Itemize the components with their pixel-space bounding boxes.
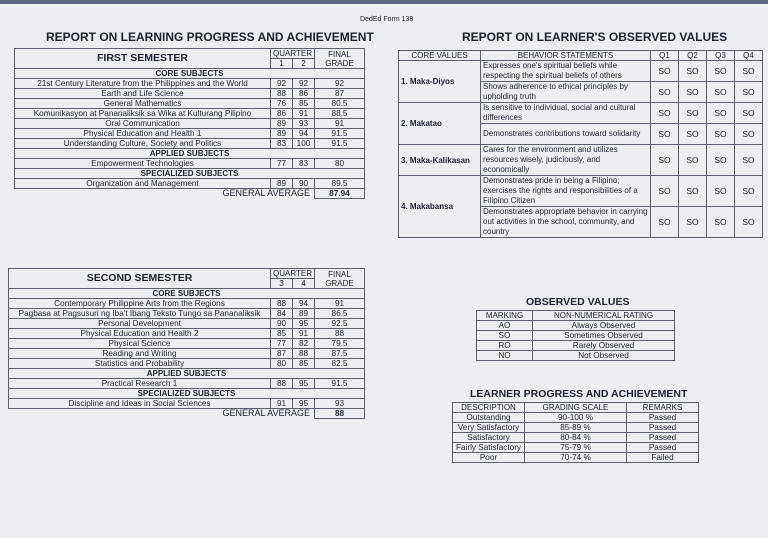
subject-name: 21st Century Literature from the Philippines and the World <box>15 79 271 89</box>
quarter-grade: 89 <box>271 129 293 139</box>
core-value-name: 2. Makatao <box>399 103 481 145</box>
second-semester-table <box>8 268 365 419</box>
progress-description: Satisfactory <box>453 433 525 443</box>
subject-name: Pagbasa at Pagsusuri ng Iba't Ibang Teksto Tungo sa Pananaliksik <box>9 309 271 319</box>
quarter-grade: 85 <box>293 99 315 109</box>
final-grade: 89.5 <box>315 179 365 189</box>
progress-legend-row <box>453 453 699 463</box>
general-average-label: GENERAL AVERAGE <box>15 189 315 199</box>
subject-row <box>15 109 365 119</box>
marking-code: RO <box>477 341 533 351</box>
observed-legend-table <box>476 310 675 361</box>
progress-remarks: Passed <box>627 443 699 453</box>
rating-description: Always Observed <box>533 321 675 331</box>
subject-row <box>15 179 365 189</box>
quarter-grade: 84 <box>271 309 293 319</box>
form-number: DedEd Form 138 <box>360 16 414 23</box>
quarter-4-header: 4 <box>293 279 315 289</box>
quarter-grade: 82 <box>293 339 315 349</box>
quarter-marking: SO <box>679 124 707 145</box>
values-report-title: REPORT ON LEARNER'S OBSERVED VALUES <box>462 30 728 44</box>
quarter-marking: SO <box>679 207 707 238</box>
core-values-header: CORE VALUES <box>399 51 481 61</box>
final-grade: 82.5 <box>315 359 365 369</box>
behavior-row <box>399 61 763 82</box>
q1-header: Q1 <box>651 51 679 61</box>
quarter-marking: SO <box>651 124 679 145</box>
quarter-marking: SO <box>735 103 763 124</box>
subject-name: Contemporary Philippine Arts from the Regions <box>9 299 271 309</box>
quarter-marking: SO <box>735 207 763 238</box>
behavior-statement: Cares for the environment and utilizes resources wisely, judiciously, and economically <box>481 145 651 176</box>
subject-name: Reading and Writing <box>9 349 271 359</box>
second-semester-title: SECOND SEMESTER <box>9 269 271 289</box>
subject-row <box>15 129 365 139</box>
observed-legend-row <box>477 351 675 361</box>
final-grade: 80 <box>315 159 365 169</box>
final-grade: 91.5 <box>315 139 365 149</box>
core-subjects-label: CORE SUBJECTS <box>15 69 365 79</box>
first-semester-table <box>14 48 365 199</box>
specialized-subjects-label: SPECIALIZED SUBJECTS <box>9 389 365 399</box>
subject-row <box>15 89 365 99</box>
behavior-statement: Demonstrates contributions toward solidarity <box>481 124 651 145</box>
subject-row <box>15 99 365 109</box>
quarter-marking: SO <box>651 176 679 207</box>
quarter-marking: SO <box>679 61 707 82</box>
general-average-label: GENERAL AVERAGE <box>9 409 315 419</box>
quarter-grade: 88 <box>293 349 315 359</box>
marking-code: SO <box>477 331 533 341</box>
behavior-statement: Is sensitive to individual, social and cultural differences <box>481 103 651 124</box>
quarter-marking: SO <box>735 61 763 82</box>
final-grade: 91.5 <box>315 129 365 139</box>
subject-row <box>9 349 365 359</box>
subject-row <box>9 339 365 349</box>
quarter-marking: SO <box>735 145 763 176</box>
final-grade: 79.5 <box>315 339 365 349</box>
quarter-grade: 95 <box>293 399 315 409</box>
core-subjects-label: CORE SUBJECTS <box>9 289 365 299</box>
behavior-statement: Demonstrates appropriate behavior in carrying out activities in the school, community, and country <box>481 207 651 238</box>
progress-remarks: Passed <box>627 423 699 433</box>
first-semester-title: FIRST SEMESTER <box>15 49 271 69</box>
grading-scale: 85-89 % <box>525 423 627 433</box>
quarter-marking: SO <box>735 124 763 145</box>
subject-row <box>9 359 365 369</box>
quarter-grade: 85 <box>271 329 293 339</box>
observed-legend-row <box>477 341 675 351</box>
quarter-grade: 77 <box>271 159 293 169</box>
quarter-grade: 90 <box>293 179 315 189</box>
subject-row <box>9 299 365 309</box>
quarter-2-header: 2 <box>293 59 315 69</box>
applied-subjects-label: APPLIED SUBJECTS <box>15 149 365 159</box>
quarter-marking: SO <box>679 103 707 124</box>
remarks-header: REMARKS <box>627 403 699 413</box>
grading-scale: 80-84 % <box>525 433 627 443</box>
quarter-grade: 91 <box>293 329 315 339</box>
quarter-header: QUARTER <box>271 269 315 279</box>
quarter-marking: SO <box>707 124 735 145</box>
subject-name: Empowerment Technologies <box>15 159 271 169</box>
quarter-grade: 80 <box>271 359 293 369</box>
quarter-marking: SO <box>707 82 735 103</box>
quarter-grade: 88 <box>271 379 293 389</box>
quarter-marking: SO <box>707 145 735 176</box>
progress-remarks: Passed <box>627 433 699 443</box>
quarter-grade: 76 <box>271 99 293 109</box>
observed-values-table <box>398 50 763 238</box>
rating-description: Sometimes Observed <box>533 331 675 341</box>
q3-header: Q3 <box>707 51 735 61</box>
q2-header: Q2 <box>679 51 707 61</box>
subject-name: Physical Science <box>9 339 271 349</box>
core-value-name: 4. Makabansa <box>399 176 481 238</box>
grading-scale-header: GRADING SCALE <box>525 403 627 413</box>
general-average-value: 88 <box>315 409 365 419</box>
quarter-grade: 92 <box>271 79 293 89</box>
quarter-marking: SO <box>679 82 707 103</box>
description-header: DESCRIPTION <box>453 403 525 413</box>
subject-row <box>9 399 365 409</box>
behavior-row <box>399 176 763 207</box>
general-average-value: 87.94 <box>315 189 365 199</box>
behavior-statement: Shows adherence to ethical principles by upholding truth <box>481 82 651 103</box>
quarter-grade: 100 <box>293 139 315 149</box>
progress-description: Very Satisfactory <box>453 423 525 433</box>
final-grade: 91 <box>315 119 365 129</box>
quarter-marking: SO <box>651 82 679 103</box>
quarter-marking: SO <box>651 207 679 238</box>
rating-header: NON-NUMERICAL RATING <box>533 311 675 321</box>
quarter-grade: 83 <box>293 159 315 169</box>
observed-legend-title: OBSERVED VALUES <box>526 296 630 308</box>
progress-legend-row <box>453 413 699 423</box>
core-value-name: 3. Maka-Kalikasan <box>399 145 481 176</box>
grading-scale: 90-100 % <box>525 413 627 423</box>
quarter-grade: 88 <box>271 89 293 99</box>
progress-legend-row <box>453 443 699 453</box>
core-value-name: 1. Maka-Diyos <box>399 61 481 103</box>
subject-name: General Mathematics <box>15 99 271 109</box>
quarter-grade: 95 <box>293 319 315 329</box>
behavior-row <box>399 103 763 124</box>
final-grade: 87.5 <box>315 349 365 359</box>
quarter-marking: SO <box>679 145 707 176</box>
subject-row <box>9 329 365 339</box>
subject-name: Physical Education and Health 2 <box>9 329 271 339</box>
report-card-sheet <box>0 4 768 538</box>
marking-code: NO <box>477 351 533 361</box>
behavior-statements-header: BEHAVIOR STATEMENTS <box>481 51 651 61</box>
subject-name: Discipline and Ideas in Social Sciences <box>9 399 271 409</box>
progress-description: Fairly Satisfactory <box>453 443 525 453</box>
subject-name: Personal Development <box>9 319 271 329</box>
quarter-grade: 95 <box>293 379 315 389</box>
quarter-3-header: 3 <box>271 279 293 289</box>
progress-legend-row <box>453 433 699 443</box>
quarter-grade: 86 <box>293 89 315 99</box>
quarter-grade: 89 <box>271 119 293 129</box>
quarter-marking: SO <box>707 176 735 207</box>
subject-name: Organization and Management <box>15 179 271 189</box>
final-grade: 80.5 <box>315 99 365 109</box>
subject-name: Oral Communication <box>15 119 271 129</box>
observed-legend-row <box>477 321 675 331</box>
rating-description: Not Observed <box>533 351 675 361</box>
quarter-grade: 93 <box>293 119 315 129</box>
quarter-grade: 91 <box>271 399 293 409</box>
quarter-marking: SO <box>707 207 735 238</box>
progress-legend-row <box>453 423 699 433</box>
quarter-header: QUARTER <box>271 49 315 59</box>
subject-row <box>9 309 365 319</box>
progress-legend-title: LEARNER PROGRESS AND ACHIEVEMENT <box>470 388 688 400</box>
marking-header: MARKING <box>477 311 533 321</box>
subject-name: Komunikasyon at Pananaliksik sa Wika at Kulturang Pilipino <box>15 109 271 119</box>
quarter-grade: 94 <box>293 299 315 309</box>
progress-report-title: REPORT ON LEARNING PROGRESS AND ACHIEVEMENT <box>46 30 374 44</box>
grading-scale: 75-79 % <box>525 443 627 453</box>
subject-name: Statistics and Probability <box>9 359 271 369</box>
applied-subjects-label: APPLIED SUBJECTS <box>9 369 365 379</box>
quarter-grade: 89 <box>293 309 315 319</box>
subject-name: Practical Research 1 <box>9 379 271 389</box>
final-grade: 92 <box>315 79 365 89</box>
behavior-row <box>399 145 763 176</box>
quarter-1-header: 1 <box>271 59 293 69</box>
quarter-grade: 83 <box>271 139 293 149</box>
subject-name: Physical Education and Health 1 <box>15 129 271 139</box>
quarter-grade: 90 <box>271 319 293 329</box>
subject-row <box>9 379 365 389</box>
quarter-marking: SO <box>651 103 679 124</box>
final-grade: 86.5 <box>315 309 365 319</box>
subject-name: Earth and Life Science <box>15 89 271 99</box>
progress-remarks: Failed <box>627 453 699 463</box>
quarter-marking: SO <box>735 176 763 207</box>
quarter-marking: SO <box>707 103 735 124</box>
subject-name: Understanding Culture, Society and Politics <box>15 139 271 149</box>
grading-scale: 70-74 % <box>525 453 627 463</box>
final-grade-header: FINAL GRADE <box>315 269 365 289</box>
behavior-statement: Demonstrates pride in being a Filipino; exercises the rights and responsibilities of a Filipino Citizen <box>481 176 651 207</box>
quarter-marking: SO <box>651 61 679 82</box>
quarter-grade: 88 <box>271 299 293 309</box>
final-grade: 91.5 <box>315 379 365 389</box>
subject-row <box>15 119 365 129</box>
quarter-grade: 89 <box>271 179 293 189</box>
quarter-marking: SO <box>707 61 735 82</box>
quarter-grade: 94 <box>293 129 315 139</box>
final-grade: 88 <box>315 329 365 339</box>
subject-row <box>9 319 365 329</box>
final-grade: 92.5 <box>315 319 365 329</box>
progress-description: Outstanding <box>453 413 525 423</box>
quarter-grade: 91 <box>293 109 315 119</box>
subject-row <box>15 79 365 89</box>
subject-row <box>15 139 365 149</box>
progress-remarks: Passed <box>627 413 699 423</box>
progress-legend-table <box>452 402 699 463</box>
quarter-grade: 77 <box>271 339 293 349</box>
final-grade: 87 <box>315 89 365 99</box>
quarter-marking: SO <box>735 82 763 103</box>
observed-legend-row <box>477 331 675 341</box>
final-grade: 91 <box>315 299 365 309</box>
progress-description: Poor <box>453 453 525 463</box>
specialized-subjects-label: SPECIALIZED SUBJECTS <box>15 169 365 179</box>
final-grade: 93 <box>315 399 365 409</box>
q4-header: Q4 <box>735 51 763 61</box>
quarter-grade: 85 <box>293 359 315 369</box>
quarter-grade: 86 <box>271 109 293 119</box>
quarter-marking: SO <box>679 176 707 207</box>
marking-code: AO <box>477 321 533 331</box>
final-grade: 88.5 <box>315 109 365 119</box>
quarter-grade: 92 <box>293 79 315 89</box>
quarter-marking: SO <box>651 145 679 176</box>
rating-description: Rarely Observed <box>533 341 675 351</box>
final-grade-header: FINAL GRADE <box>315 49 365 69</box>
behavior-statement: Expresses one's spiritual beliefs while respecting the spiritual beliefs of others <box>481 61 651 82</box>
subject-row <box>15 159 365 169</box>
quarter-grade: 87 <box>271 349 293 359</box>
